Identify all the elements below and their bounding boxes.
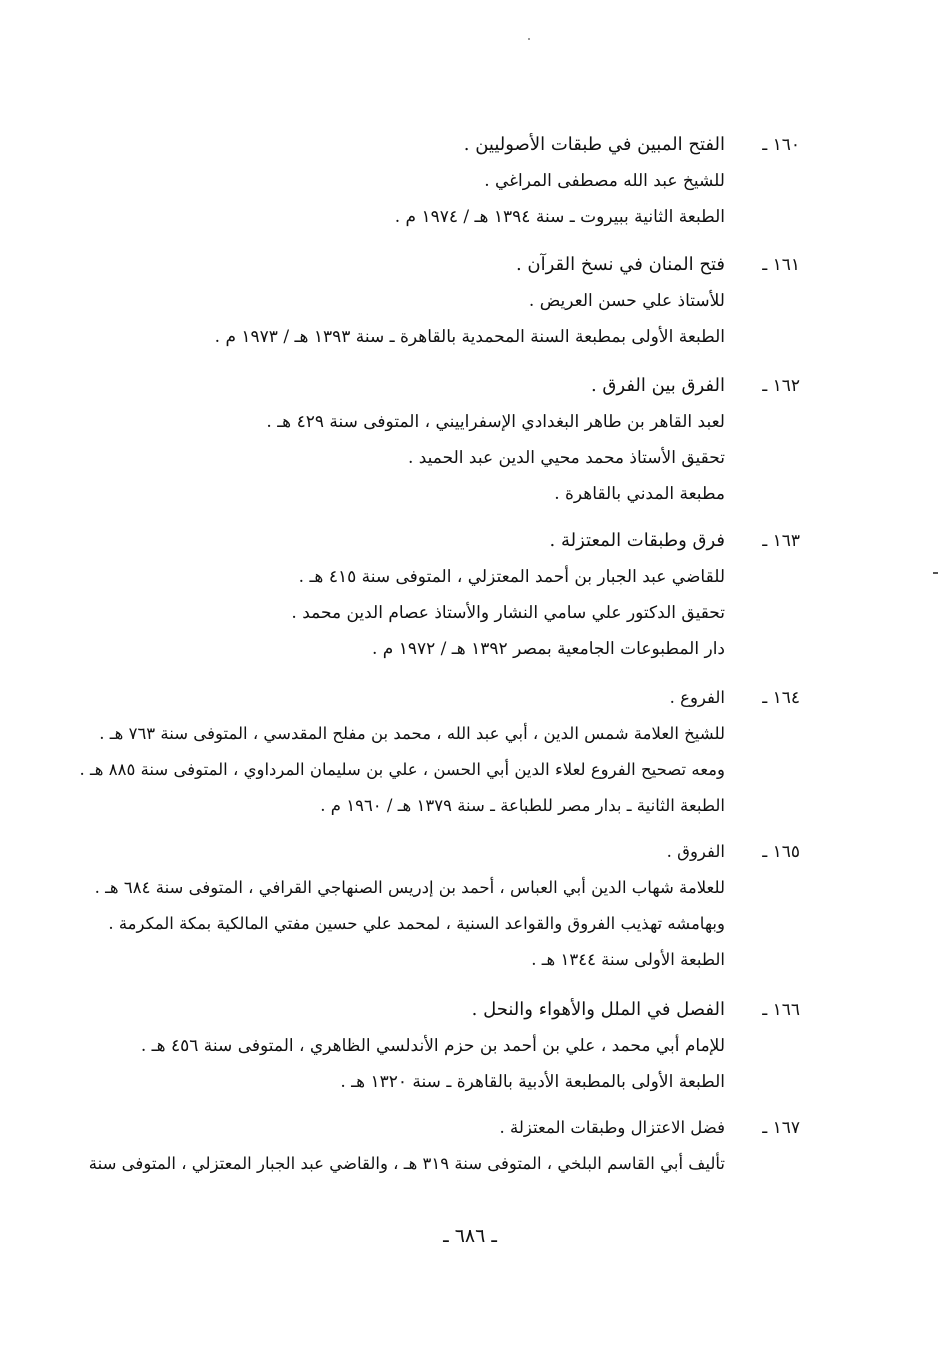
entry-author: للشيخ عبد الله مصطفى المراغي . xyxy=(484,171,725,191)
entry-author: تأليف أبي القاسم البلخي ، المتوفى سنة ٣١٩ هـ ، والقاضي عبد الجبار المعتزلي ، المتوفى سنة xyxy=(88,1154,725,1173)
entry-supplement: ومعه تصحيح الفروع لعلاء الدين أبي الحسن ، علي بن سليمان المرداوي ، المتوفى سنة ٨٨٥ هـ . xyxy=(79,760,725,779)
page-number: ـ ٦٨٦ ـ xyxy=(443,1225,497,1247)
entry-number: ١٦٥ ـ xyxy=(762,842,800,862)
entry-editor: تحقيق الأستاذ محمد محيي الدين عبد الحميد . xyxy=(407,448,725,468)
entry-title: الفروق . xyxy=(666,842,725,861)
entry-number: ١٦٤ ـ xyxy=(762,688,800,708)
entry-number: ١٦٦ ـ xyxy=(762,1000,800,1020)
entry-number: ١٦٠ ـ xyxy=(762,135,800,155)
scan-speck xyxy=(528,38,530,40)
entry-author: لعبد القاهر بن طاهر البغدادي الإسفراييني ، المتوفى سنة ٤٢٩ هـ . xyxy=(266,412,725,432)
entry-edition: الطبعة الأولى بالمطبعة الأدبية بالقاهرة ـ سنة ١٣٢٠ هـ . xyxy=(340,1072,725,1092)
entry-edition: الطبعة الأولى سنة ١٣٤٤ هـ . xyxy=(531,950,725,969)
entry-publisher: دار المطبوعات الجامعية بمصر ١٣٩٢ هـ / ١٩٧٢ م . xyxy=(371,639,725,659)
scan-speck xyxy=(933,572,938,574)
entry-title: فتح المنان في نسخ القرآن . xyxy=(515,254,725,275)
entry-edition: الطبعة الثانية ببيروت ـ سنة ١٣٩٤ هـ / ١٩٧٤ م . xyxy=(394,207,725,227)
entry-author: للشيخ العلامة شمس الدين ، أبي عبد الله ، محمد بن مفلح المقدسي ، المتوفى سنة ٧٦٣ هـ . xyxy=(99,724,725,743)
entry-title: الفروع . xyxy=(669,688,725,707)
entry-number: ١٦٢ ـ xyxy=(762,376,800,396)
entry-editor: تحقيق الدكتور علي سامي النشار والأستاذ عصام الدين محمد . xyxy=(291,603,725,623)
entry-number: ١٦٣ ـ xyxy=(762,531,800,551)
entry-number: ١٦١ ـ xyxy=(762,255,800,275)
entry-title: فضل الاعتزال وطبقات المعتزلة . xyxy=(499,1118,725,1137)
entry-author: للأستاذ علي حسن العريض . xyxy=(528,291,725,311)
entry-author: للإمام أبي محمد ، علي بن أحمد بن حزم الأندلسي الظاهري ، المتوفى سنة ٤٥٦ هـ . xyxy=(140,1036,725,1056)
entry-publisher: مطبعة المدني بالقاهرة . xyxy=(554,484,725,504)
entry-title: فرق وطبقات المعتزلة . xyxy=(549,530,725,551)
entry-title: الفرق بين الفرق . xyxy=(590,375,725,396)
entry-edition: الطبعة الأولى بمطبعة السنة المحمدية بالقاهرة ـ سنة ١٣٩٣ هـ / ١٩٧٣ م . xyxy=(214,327,725,347)
entry-supplement: وبهامشه تهذيب الفروق والقواعد السنية ، لمحمد علي حسين مفتي المالكية بمكة المكرمة . xyxy=(108,914,725,933)
entry-author: للقاضي عبد الجبار بن أحمد المعتزلي ، المتوفى سنة ٤١٥ هـ . xyxy=(298,567,725,587)
entry-author: للعلامة شهاب الدين أبي العباس ، أحمد بن إدريس الصنهاجي القرافي ، المتوفى سنة ٦٨٤ هـ . xyxy=(94,878,725,897)
entry-title: الفتح المبين في طبقات الأصوليين . xyxy=(463,134,725,155)
entry-title: الفصل في الملل والأهواء والنحل . xyxy=(471,999,725,1020)
entry-edition: الطبعة الثانية ـ بدار مصر للطباعة ـ سنة ١٣٧٩ هـ / ١٩٦٠ م . xyxy=(320,796,725,815)
entry-number: ١٦٧ ـ xyxy=(762,1118,800,1138)
